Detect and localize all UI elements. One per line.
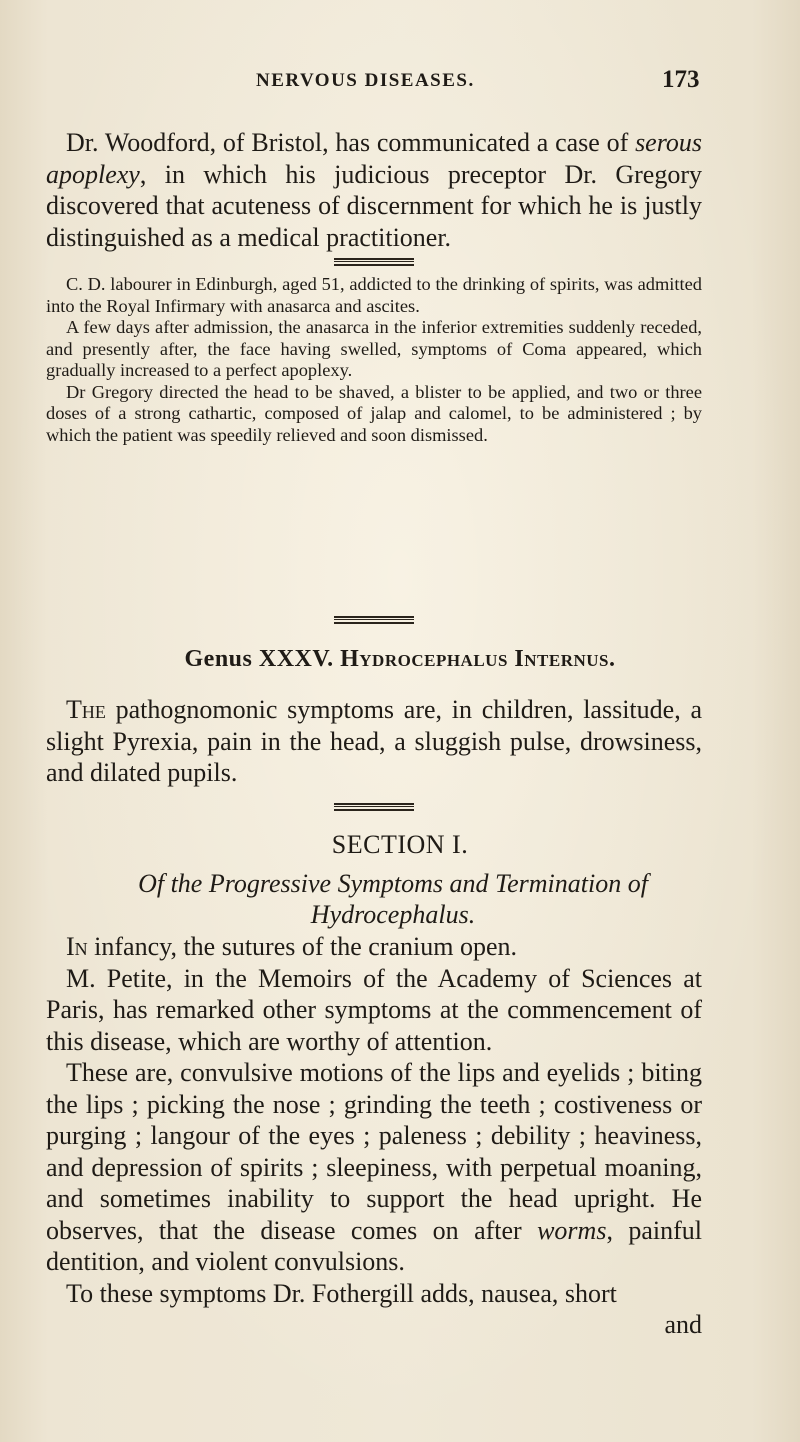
intro-paragraph bbox=[46, 127, 702, 253]
body-paragraph-3-after: , painful dentition, and violent convulsions. bbox=[46, 1215, 702, 1276]
page-number: 173 bbox=[662, 66, 700, 93]
genus-name: Hydrocephalus Internus. bbox=[340, 646, 616, 672]
page-header bbox=[0, 66, 800, 100]
genus-definition-text: pathognomonic symptoms are, in children, lassitude, a slight Pyrexia, pain in the head, a sluggish pulse, drowsiness, and dilated pupils. bbox=[46, 695, 702, 787]
body-paragraph-2: M. Petite, in the Memoirs of the Academy of Sciences at Paris, has remarked other symptoms at the commencement of this disease, which are worthy of attention. bbox=[46, 963, 702, 1056]
section-rule bbox=[334, 258, 414, 266]
running-head: NERVOUS DISEASES. bbox=[256, 70, 475, 91]
genus-label: Genus XXXV. bbox=[184, 646, 334, 672]
genus-definition bbox=[46, 694, 702, 789]
section-rule bbox=[334, 803, 414, 811]
case-paragraph-2: A few days after admission, the anasarca in the inferior extremities suddenly receded, and presently after, the face having swelled, symptoms of Coma appeared, which gradually increased to a perfect apoplexy. bbox=[46, 317, 702, 380]
genus-lead-word: The bbox=[66, 695, 106, 724]
section-body bbox=[46, 931, 702, 1341]
case-paragraph-3: Dr Gregory directed the head to be shaved, a blister to be applied, and two or three doses of a strong cathartic, composed of jalap and calomel, to be administered ; by which the patient was speedily relieved and soon dismissed. bbox=[46, 381, 702, 445]
genus-heading bbox=[0, 646, 800, 673]
case-paragraph-1: C. D. labourer in Edinburgh, aged 51, addicted to the drinking of spirits, was admitted into the Royal Infirmary with anasarca and ascites. bbox=[46, 274, 702, 316]
body-paragraph-3-before: These are, convulsive motions of the lips and eyelids ; biting the lips ; picking the nose ; grinding the teeth ; costiveness or purging ; langour of the eyes ; paleness ; debility ; heaviness, and depression of spirits ; sleepiness, with perpetual moaning, and sometimes inability to support the head upright. He observes, that the disease comes on after bbox=[46, 1058, 702, 1245]
body-italic-worms: worms bbox=[537, 1215, 607, 1245]
intro-text-before: Dr. Woodford, of Bristol, has communicated a case of bbox=[66, 128, 636, 157]
section-title: SECTION I. bbox=[331, 830, 469, 859]
section-subtitle: Of the Progressive Symptoms and Termination of Hydrocephalus. bbox=[138, 869, 648, 929]
intro-italic-term: serous apoplexy bbox=[46, 128, 702, 189]
catchword: and bbox=[664, 1310, 702, 1339]
section-rule bbox=[334, 616, 414, 624]
body-paragraph-1: infancy, the sutures of the cranium open. bbox=[87, 932, 518, 961]
body-paragraph-4: To these symptoms Dr. Fothergill adds, nausea, short bbox=[66, 1278, 617, 1308]
case-report bbox=[46, 274, 702, 446]
intro-text-after: , in which his judicious preceptor Dr. Gregory discovered that acuteness of discernment for which he is justly distinguished as a medical practitioner. bbox=[46, 159, 702, 252]
body-lead-word: In bbox=[66, 932, 88, 961]
